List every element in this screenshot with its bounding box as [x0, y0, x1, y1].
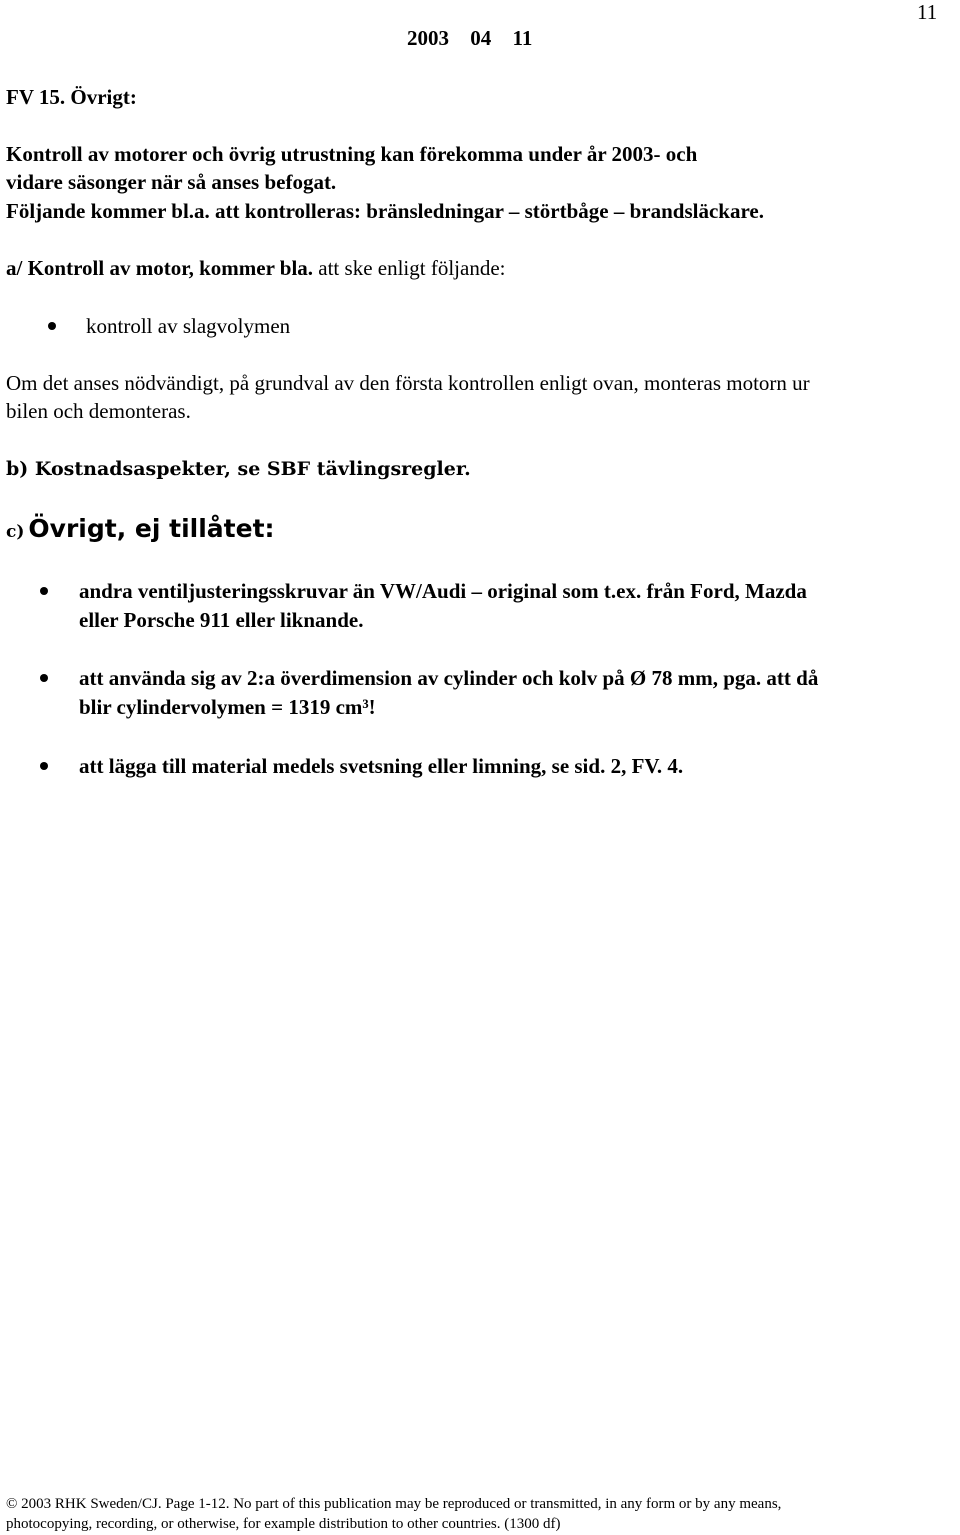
- document-date: 2003 04 11: [407, 26, 533, 50]
- section-c-prefix: c): [6, 522, 25, 542]
- section-c-item-1-line-1: andra ventiljusteringsskruvar än VW/Audi – original som t.ex. från Ford, Mazda: [79, 579, 807, 603]
- section-c-heading: Övrigt, ej tillåtet:: [28, 514, 275, 543]
- section-a-bullet: kontroll av slagvolymen: [86, 314, 291, 338]
- section-c-item-1-line-2: eller Porsche 911 eller liknande.: [79, 608, 364, 632]
- bullet-icon: [40, 674, 48, 682]
- bullet-icon: [40, 762, 48, 770]
- section-a-paragraph-line-2: bilen och demonteras.: [6, 399, 191, 423]
- section-c-item-2-line-2: blir cylindervolymen = 1319 cm³!: [79, 695, 376, 719]
- intro-line-3: Följande kommer bl.a. att kontrolleras: bränsledningar – störtbåge – brandsläckare.: [6, 199, 764, 223]
- section-title: FV 15. Övrigt:: [6, 85, 137, 109]
- bullet-icon: [48, 322, 56, 330]
- footer-line-2: photocopying, recording, or otherwise, for example distribution to other countries. (1300 df): [6, 1516, 561, 1532]
- footer-line-1: © 2003 RHK Sweden/CJ. Page 1-12. No part of this publication may be reproduced or transmitted, in any form or by any means,: [6, 1496, 782, 1512]
- section-a-paragraph-line-1: Om det anses nödvändigt, på grundval av den första kontrollen enligt ovan, monteras motorn ur: [6, 371, 810, 395]
- section-a-heading-bold: a/ Kontroll av motor, kommer bla.: [6, 256, 314, 280]
- section-c-item-2-line-1: att använda sig av 2:a överdimension av cylinder och kolv på Ø 78 mm, pga. att då: [79, 666, 819, 690]
- section-b-heading: b) Kostnadsaspekter, se SBF tävlingsregler.: [6, 458, 471, 480]
- section-a-heading: [6, 254, 505, 282]
- page-number: 11: [917, 0, 938, 24]
- bullet-icon: [40, 587, 48, 595]
- section-a-heading-rest: att ske enligt följande:: [313, 256, 506, 280]
- section-c-heading-row: [6, 512, 275, 546]
- intro-line-1: Kontroll av motorer och övrig utrustning kan förekomma under år 2003- och: [6, 142, 698, 166]
- section-c-item-3-line-1: att lägga till material medels svetsning eller limning, se sid. 2, FV. 4.: [79, 754, 684, 778]
- intro-line-2: vidare säsonger när så anses befogat.: [6, 170, 337, 194]
